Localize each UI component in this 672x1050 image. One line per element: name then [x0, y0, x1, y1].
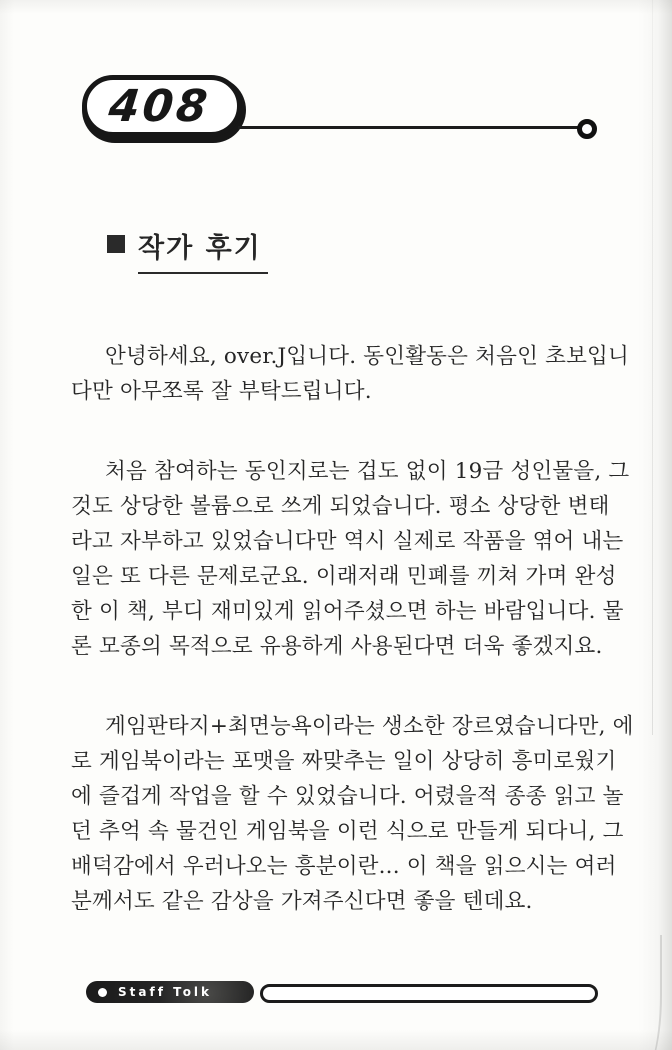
- text-line: 처음 참여하는 동인지로는 겁도 없이 19금 성인물을, 그: [105, 459, 630, 484]
- ring-ornament-icon: [577, 119, 597, 139]
- page-number: 408: [105, 80, 213, 132]
- page-number-badge: [82, 75, 242, 137]
- staff-talk-badge: [86, 981, 254, 1003]
- text-line: 배덕감에서 우러나오는 흥분이란... 이 책을 읽으시는 여러: [71, 854, 617, 879]
- text-line: 분께서도 같은 감상을 가져주신다면 좋을 텐데요.: [71, 889, 533, 914]
- header-rule: [238, 126, 580, 129]
- text-line: 로 게임북이라는 포맷을 짜맞추는 일이 상당히 흥미로웠기: [71, 749, 617, 774]
- square-bullet-icon: [107, 235, 125, 253]
- text-line: 다만 아무쪼록 잘 부탁드립니다.: [71, 379, 372, 404]
- text-line: 게임판타지+최면능욕이라는 생소한 장르였습니다만, 에: [105, 714, 634, 739]
- text-line: 일은 또 다른 문제로군요. 이래저래 민폐를 끼쳐 가며 완성: [71, 564, 617, 589]
- scan-edge-line: [652, 0, 653, 735]
- dot-icon: [98, 988, 107, 997]
- scan-edge-curl: [632, 935, 662, 1050]
- text-line: 던 추억 속 물건인 게임북을 이런 식으로 만들게 되다니, 그: [71, 819, 624, 844]
- text-line: 라고 자부하고 있었습니다만 역시 실제로 작품을 엮어 내는: [71, 529, 624, 554]
- text-line: 에 즐겁게 작업을 할 수 있었습니다. 어렸을적 종종 읽고 놀: [71, 784, 624, 809]
- afterword-body: [71, 339, 634, 964]
- paragraph: [71, 709, 634, 919]
- section-heading: 작가 후기: [138, 226, 268, 274]
- paragraph: [71, 454, 630, 664]
- staff-talk-label: Staff Tolk: [118, 984, 213, 999]
- text-line: 한 이 책, 부디 재미있게 읽어주셨으면 하는 바람입니다. 물: [71, 599, 624, 624]
- text-line: 론 모종의 목적으로 유용하게 사용된다면 더욱 좋겠지요.: [71, 634, 603, 659]
- footer-outline-box: [260, 984, 598, 1003]
- text-line: 안녕하세요, over.J입니다. 동인활동은 처음인 초보입니: [105, 344, 629, 369]
- text-line: 것도 상당한 볼륨으로 쓰게 되었습니다. 평소 상당한 변태: [71, 494, 610, 519]
- paragraph: [71, 339, 629, 409]
